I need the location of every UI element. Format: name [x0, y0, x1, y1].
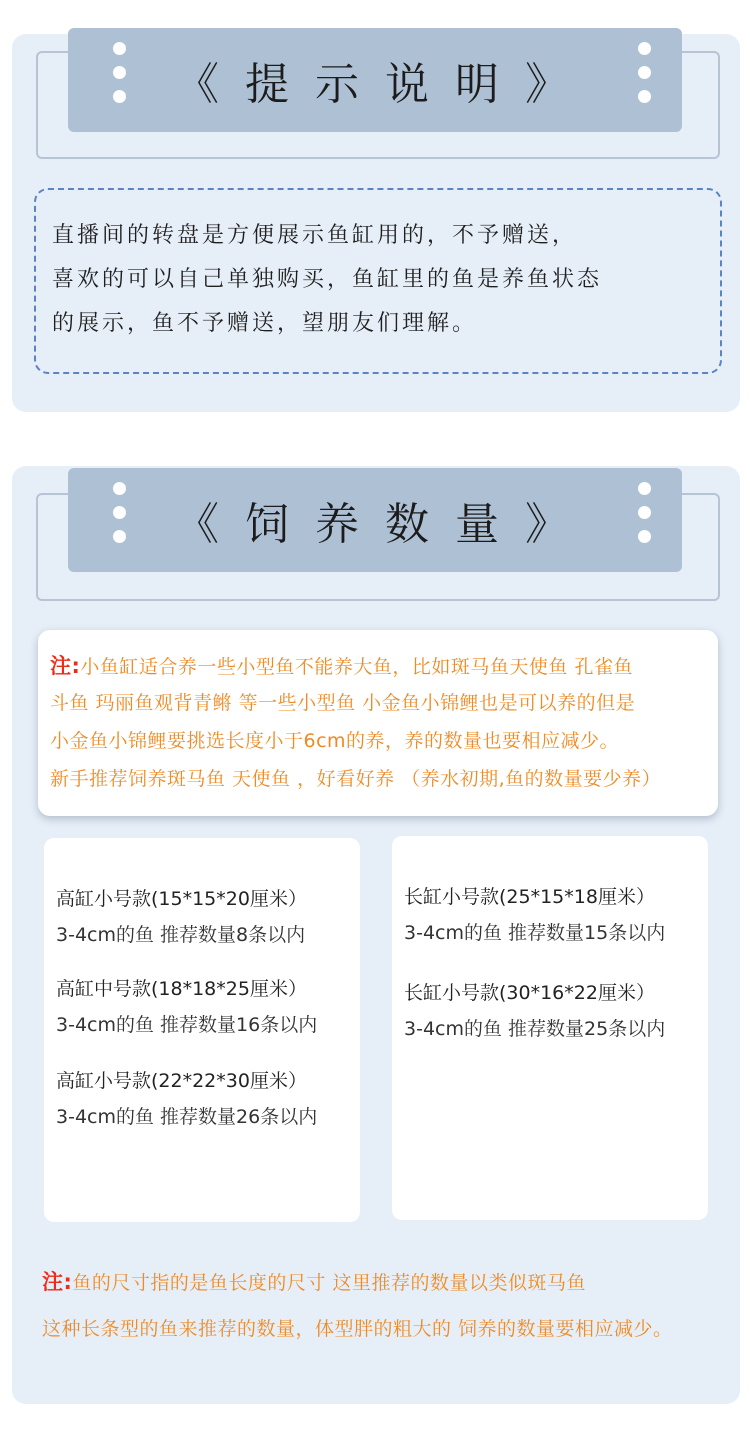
note-card — [38, 630, 718, 816]
feeding-panel — [12, 466, 740, 1404]
tank-size: 高缸小号款(22*22*30厘米） — [56, 1070, 307, 1092]
note-line-2: 斗鱼 玛丽鱼观背青鳉 等一些小型鱼 小金鱼小锦鲤也是可以养的但是 — [50, 692, 636, 714]
tips-line-3: 的展示，鱼不予赠送，望朋友们理解。 — [52, 311, 478, 336]
tank-recommendation: 3-4cm的鱼 推荐数量25条以内 — [404, 1018, 666, 1040]
footnote-line-2: 这种长条型的鱼来推荐的数量，体型胖的粗大的 饲养的数量要相应减少。 — [42, 1318, 673, 1340]
tank-size: 高缸中号款(18*18*25厘米） — [56, 978, 307, 1000]
section-title: 《 提 示 说 明 》 — [175, 59, 575, 110]
note-line-3: 小金鱼小锦鲤要挑选长度小于6cm的养，养的数量也要相应减少。 — [50, 730, 620, 752]
footnote-line-1 — [42, 1266, 586, 1296]
tips-text-box — [34, 188, 722, 374]
note-line-1-text: 小鱼缸适合养一些小型鱼不能养大鱼，比如斑马鱼天使鱼 孔雀鱼 — [80, 656, 633, 678]
section-title: 《 饲 养 数 量 》 — [175, 499, 575, 550]
tips-line-2: 喜欢的可以自己单独购买，鱼缸里的鱼是养鱼状态 — [52, 267, 603, 292]
long-tank-card — [392, 836, 708, 1220]
footnote-label: 注: — [42, 1270, 73, 1294]
title-bar — [68, 28, 682, 132]
note-line-1 — [50, 650, 633, 680]
tank-recommendation: 3-4cm的鱼 推荐数量16条以内 — [56, 1014, 318, 1036]
tank-recommendation: 3-4cm的鱼 推荐数量26条以内 — [56, 1106, 318, 1128]
tall-tank-card — [44, 838, 360, 1222]
tank-size: 长缸小号款(25*15*18厘米） — [404, 886, 655, 908]
dots-decoration-left — [113, 42, 127, 114]
footnote-line-1-text: 鱼的尺寸指的是鱼长度的尺寸 这里推荐的数量以类似斑马鱼 — [72, 1272, 586, 1294]
dots-decoration-right — [638, 482, 652, 554]
dots-decoration-right — [638, 42, 652, 114]
tips-panel — [12, 34, 740, 412]
dots-decoration-left — [113, 482, 127, 554]
tips-line-1: 直播间的转盘是方便展示鱼缸用的，不予赠送， — [52, 223, 578, 248]
tank-size: 高缸小号款(15*15*20厘米） — [56, 888, 307, 910]
tank-recommendation: 3-4cm的鱼 推荐数量15条以内 — [404, 922, 666, 944]
note-label: 注: — [50, 654, 81, 678]
title-bar — [68, 468, 682, 572]
note-line-4: 新手推荐饲养斑马鱼 天使鱼 ，好看好养 （养水初期,鱼的数量要少养） — [50, 768, 662, 790]
tank-recommendation: 3-4cm的鱼 推荐数量8条以内 — [56, 924, 306, 946]
tank-size: 长缸小号款(30*16*22厘米） — [404, 982, 655, 1004]
